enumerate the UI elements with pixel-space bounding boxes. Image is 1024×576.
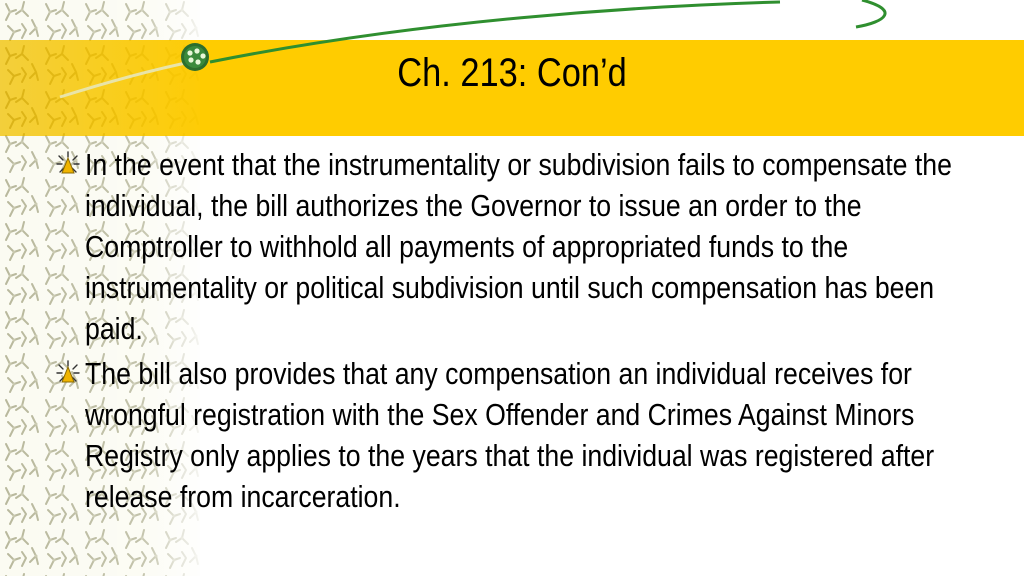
- bullet-item: [52, 353, 992, 517]
- bullet-list: [52, 144, 992, 521]
- bullet-text: The bill also provides that any compensation an individual receives for wrongful registration with the Sex Offender and Crimes Against Minors Registry only applies to the years that the individual was registered after release from incarceration.: [85, 356, 935, 514]
- bullet-text: In the event that the instrumentality or subdivision fails to compensate the individual, the bill authorizes the Governor to issue an order to the Comptroller to withhold all payments of appropriated funds to the instrumentality or political subdivision until such compensation has been paid.: [85, 147, 952, 346]
- sparkle-bullet-icon: [56, 151, 80, 175]
- swoosh-hook: [856, 0, 885, 27]
- slide-title: Ch. 213: Con’d: [397, 51, 627, 95]
- title-band-texture: [0, 40, 200, 136]
- sparkle-bullet-icon: [56, 360, 80, 384]
- bullet-item: [52, 144, 992, 349]
